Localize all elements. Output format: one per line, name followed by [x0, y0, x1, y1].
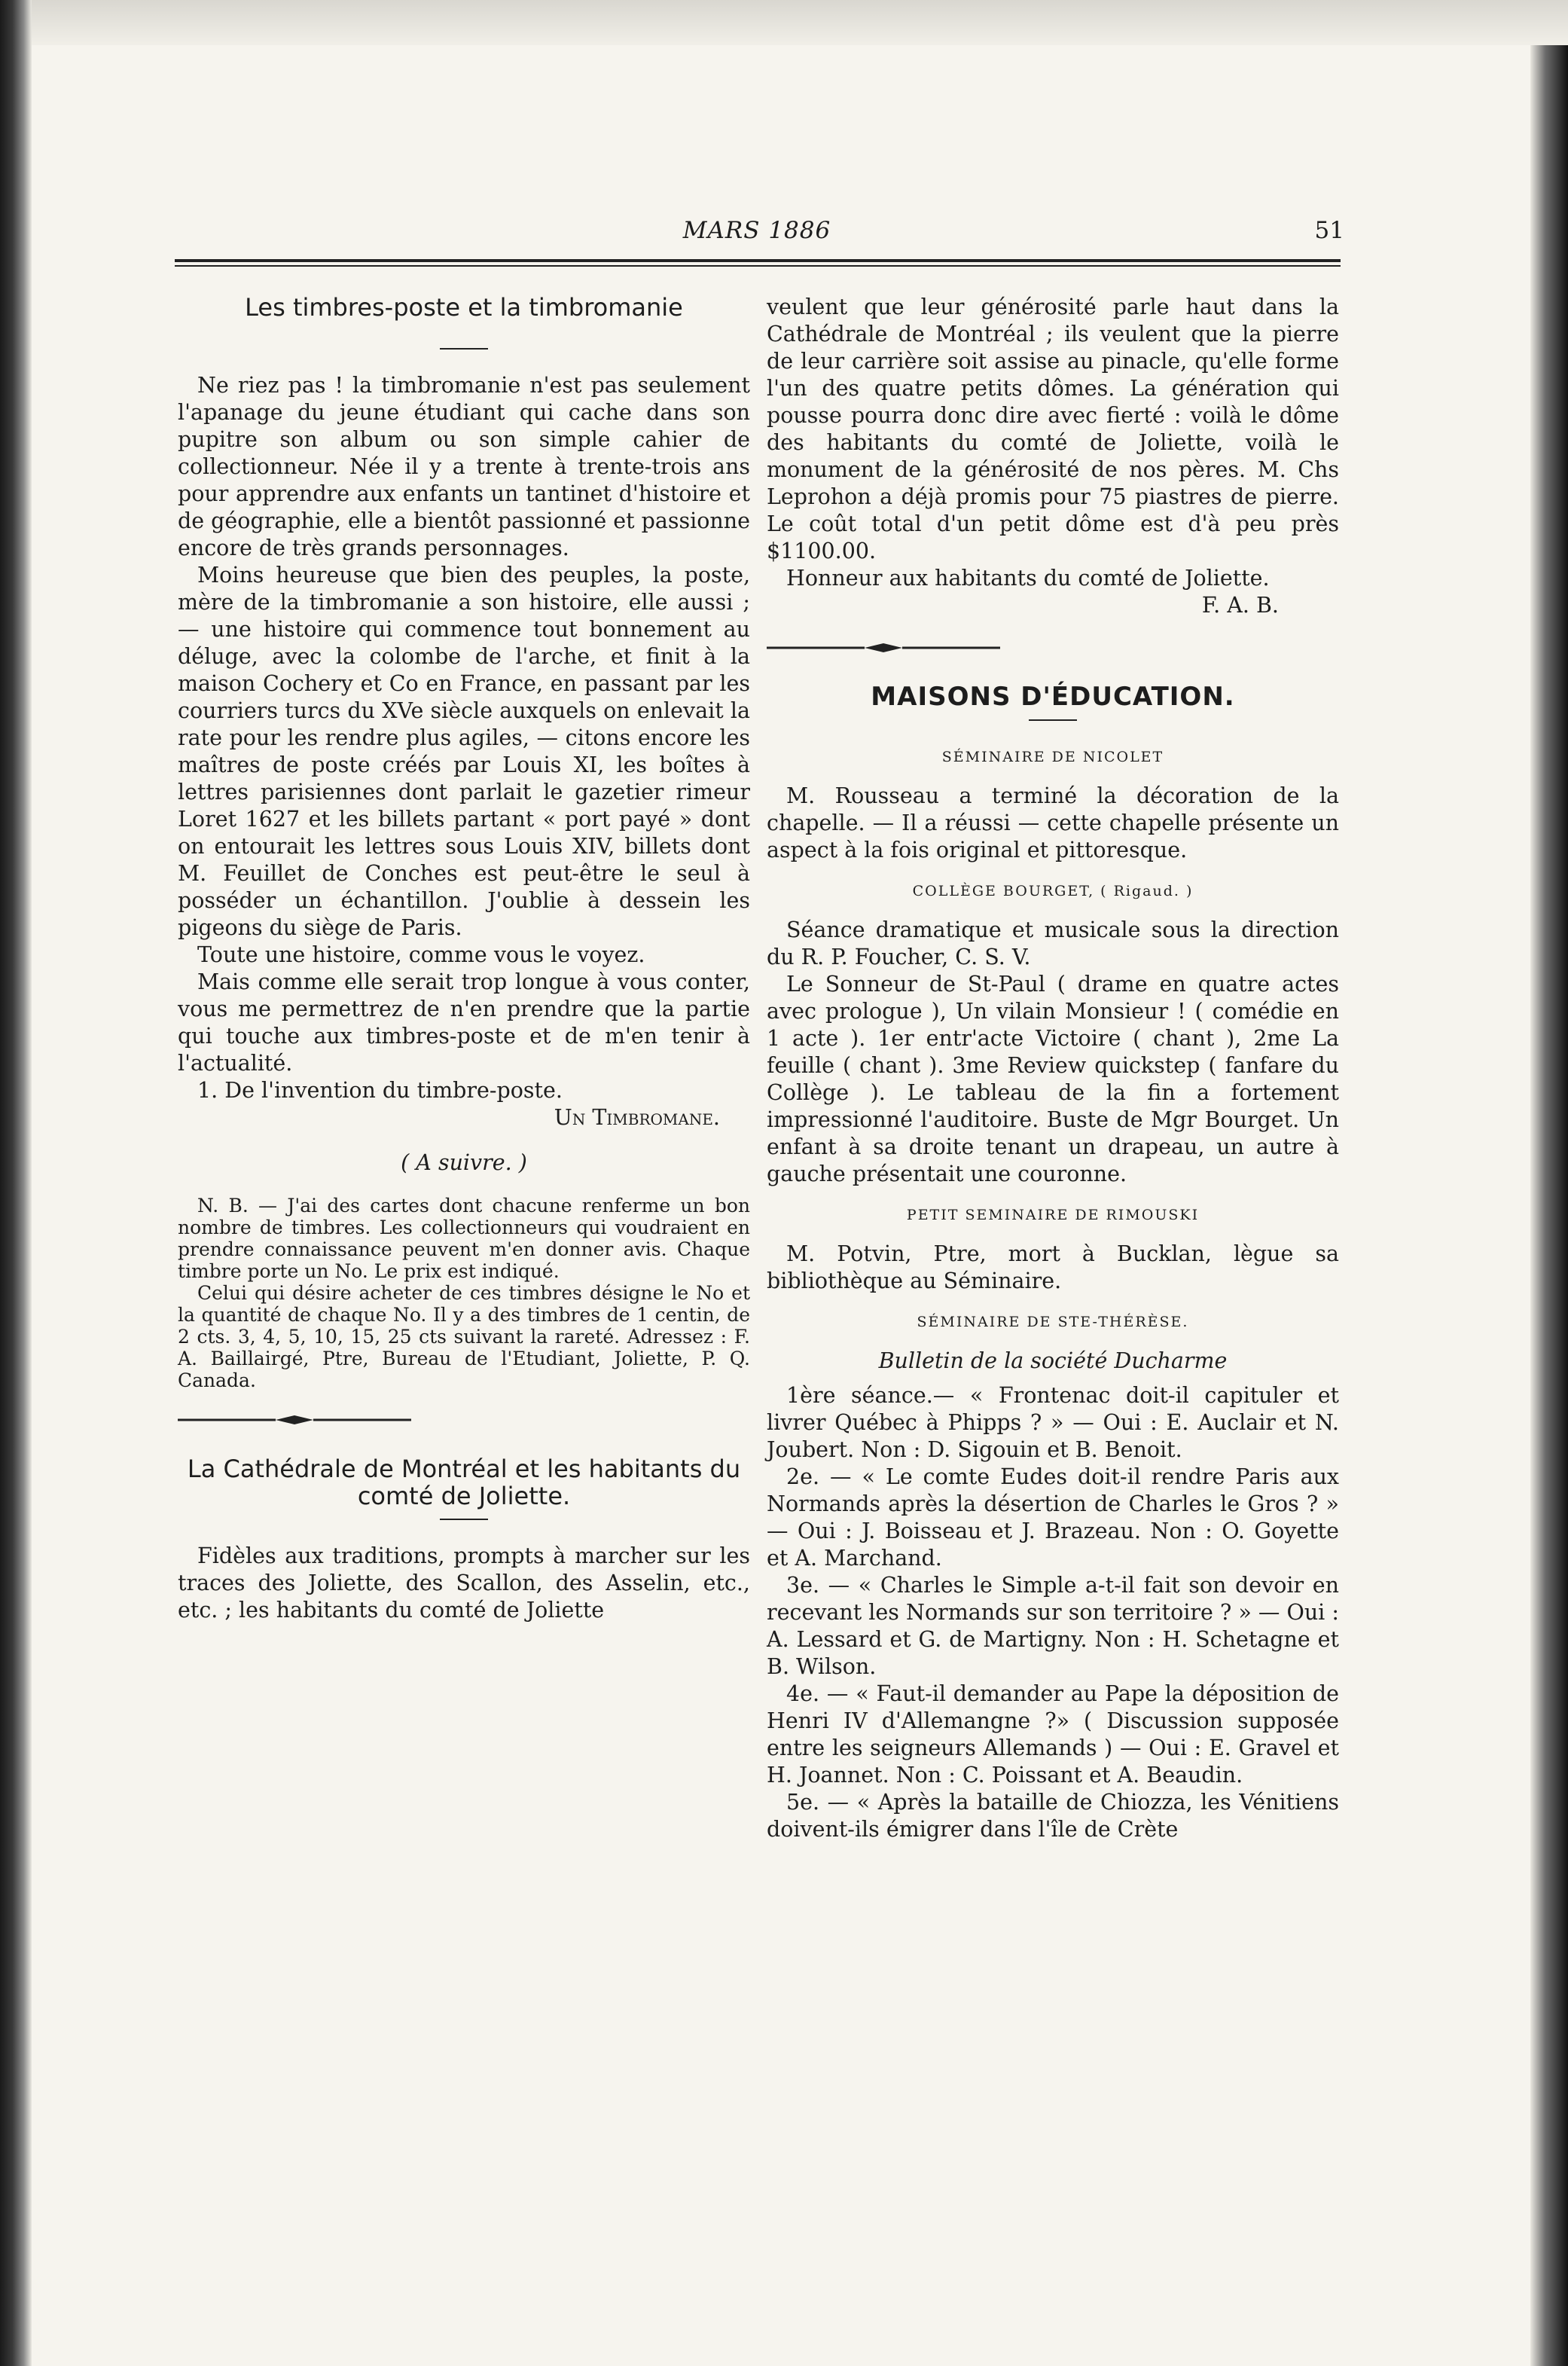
paragraph: 5e. — « Après la bataille de Chiozza, les Vénitiens doivent-ils émigrer dans l'île de Crète [767, 1790, 1339, 1842]
signature: Un Timbromane. [554, 1105, 720, 1130]
paragraph: Moins heureuse que bien des peuples, la poste, mère de la timbromanie a son histoire, elle aussi ; — une histoire qui commence tout bonnement au déluge, avec la colombe de l'arche, et finit à la maison Cochery et Co en France, en passant par les courriers turcs du XVe siècle auxquels on enlevait la rate pour les rendre plus agiles, — citons encore les maîtres de poste créés par Louis XI, les boîtes à lettres parisiennes dont parlait le gazetier rimeur Loret 1627 et les billets partant « port payé » dont on entourait les lettres sous Louis XIV, billets dont M. Feuillet de Conches est peut-être le seul à posséder un échantillon. J'oublie à dessein les pigeons du siège de Paris. [178, 563, 750, 940]
page-number: 51 [1314, 217, 1344, 244]
paragraph: Fidèles aux traditions, prompts à marcher sur les traces des Joliette, des Scallon, des Asselin, etc., etc. ; les habitants du comté de Joliette [178, 1543, 750, 1623]
paragraph: Ne riez pas ! la timbromanie n'est pas seulement l'apanage du jeune étudiant qui cache dans son pupitre son album ou son simple cahier de collectionneur. Née il y a trente à trente-trois ans pour apprendre aux enfants un tantinet d'histoire et de géographie, elle a bientôt passionné et passionne encore de très grands personnages. [178, 373, 750, 560]
separator-rule [440, 348, 488, 350]
continued-note: ( A suivre. ) [401, 1150, 527, 1175]
section-heading: MAISONS D'ÉDUCATION. [871, 682, 1235, 712]
subheading: SÉMINAIRE DE STE-THÉRÈSE. [917, 1314, 1189, 1330]
nota-bene: N. B. — J'ai des cartes dont chacune renferme un bon nombre de timbres. Les collectionneurs qui voudraient en prendre connaissance peuvent m'en donner avis. Chaque timbre porte un No. Le prix est indiqué. [178, 1195, 750, 1282]
article-heading-cathedrale: La Cathédrale de Montréal et les habitants du comté de Joliette. [187, 1455, 741, 1510]
left-column [178, 294, 750, 1624]
header-rule-thin [175, 265, 1341, 267]
paragraph: 3e. — « Charles le Simple a-t-il fait son devoir en recevant les Normands sur son territoire ? » — Oui : A. Lessard et G. de Martigny. Non : H. Schetagne et B. Wilson. [767, 1573, 1339, 1679]
signature: F. A. B. [1201, 593, 1279, 618]
separator-rule [1029, 719, 1077, 721]
separator-rule [440, 1519, 488, 1520]
running-title: MARS 1886 [682, 217, 831, 244]
subheading: SÉMINAIRE DE NICOLET [941, 749, 1164, 765]
right-column [767, 294, 1339, 1843]
scan-top-edge [0, 0, 1568, 45]
paragraph: Séance dramatique et musicale sous la direction du R. P. Foucher, C. S. V. [767, 917, 1339, 969]
paragraph: Honneur aux habitants du comté de Joliette. [786, 566, 1270, 591]
header-rule-thick [175, 259, 1341, 262]
nota-bene: Celui qui désire acheter de ces timbres désigne le No et la quantité de chaque No. Il y a des timbres de 1 centin, de 2 cts. 3, 4, 5, 10, 15, 25 cts suivant la rareté. Adressez : F. A. Baillairgé, Ptre, Bureau de l'Etudiant, Joliette, P. Q. Canada. [178, 1282, 750, 1391]
paragraph: veulent que leur générosité parle haut dans la Cathédrale de Montréal ; ils veulent que la pierre de leur carrière soit assise au pinacle, qu'elle forme l'un des quatre petits dômes. La génération qui pousse pourra donc dire avec fierté : voilà le dôme des habitants du comté de Joliette, voilà le monument de la générosité de nos pères. M. Chs Leprohon a déjà promis pour 75 piastres de pierre. Le coût total d'un petit dôme est d'à peu près $1100.00. [767, 295, 1339, 563]
bulletin-title: Bulletin de la société Ducharme [878, 1348, 1228, 1373]
subheading: COLLÈGE BOURGET, ( Rigaud. ) [912, 883, 1194, 899]
subheading: PETIT SEMINAIRE DE RIMOUSKI [906, 1207, 1200, 1223]
scan-right-edge [1530, 45, 1568, 2366]
ornament-divider [178, 1414, 411, 1426]
paragraph: 1. De l'invention du timbre-poste. [197, 1078, 563, 1103]
paragraph: 1ère séance.— « Frontenac doit-il capituler et livrer Québec à Phipps ? » — Oui : E. Auclair et N. Joubert. Non : D. Sigouin et B. Benoit. [767, 1383, 1339, 1462]
ornament-divider [767, 642, 1000, 654]
paragraph: 4e. — « Faut-il demander au Pape la déposition de Henri IV d'Allemangne ?» ( Discussion supposée entre les seigneurs Allemands ) — Oui : E. Gravel et H. Joannet. Non : C. Poissant et A. Beaudin. [767, 1681, 1339, 1787]
article-heading-timbres: Les timbres-poste et la timbromanie [245, 293, 683, 322]
paragraph: Le Sonneur de St-Paul ( drame en quatre actes avec prologue ), Un vilain Monsieur ! ( comédie en 1 acte ). 1er entr'acte Victoire ( chant ), 2me La feuille ( chant ). 3me Review quickstep ( fanfare du Collège ). Le tableau de la fin a fortement impressionné l'auditoire. Buste de Mgr Bourget. Un enfant à sa droite tenant un drapeau, un autre à gauche présentait une couronne. [767, 972, 1339, 1186]
paragraph: M. Potvin, Ptre, mort à Bucklan, lègue sa bibliothèque au Séminaire. [767, 1241, 1339, 1293]
paragraph: M. Rousseau a terminé la décoration de la chapelle. — Il a réussi — cette chapelle présente un aspect à la fois original et pittoresque. [767, 783, 1339, 862]
paragraph: Toute une histoire, comme vous le voyez. [197, 942, 645, 967]
paragraph: Mais comme elle serait trop longue à vous conter, vous me permettrez de n'en prendre que la partie qui touche aux timbres-poste et de m'en tenir à l'actualité. [178, 969, 750, 1076]
paragraph: 2e. — « Le comte Eudes doit-il rendre Paris aux Normands après la désertion de Charles le Gros ? » — Oui : J. Boisseau et J. Brazeau. Non : O. Goyette et A. Marchand. [767, 1464, 1339, 1571]
scan-left-edge [0, 0, 32, 2366]
page-header [169, 217, 1344, 250]
